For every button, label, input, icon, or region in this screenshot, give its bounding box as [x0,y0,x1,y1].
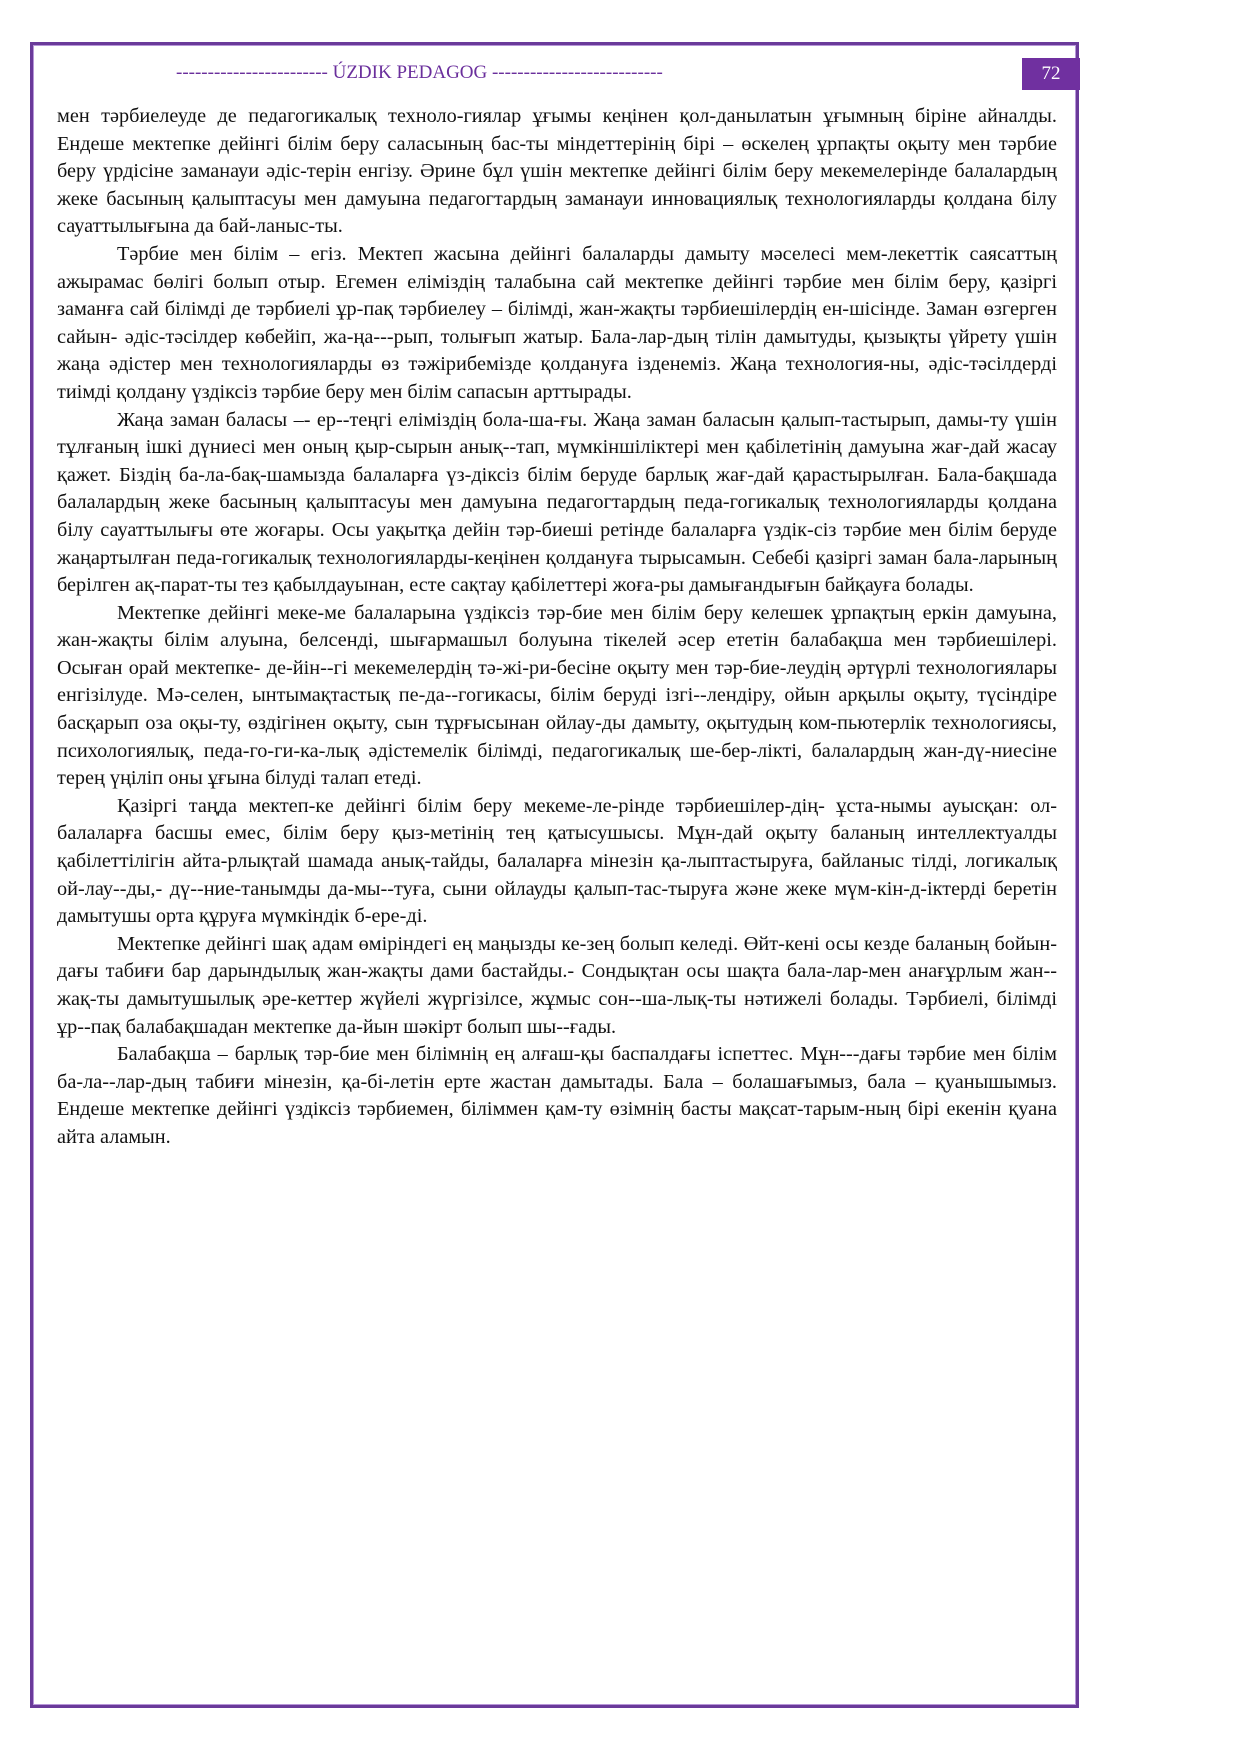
article-body [57,103,1057,1152]
paragraph: мен тәрбиелеуде де педагогикалық техноло-гиялар ұғымы кеңінен қол-данылатын ұғымның біріне айналды. Ендеше мектепке дейінгі білім беру саласының бас-ты міндеттерінің бірі – өскелең ұрпақты оқыту мен тәрбие беру үрдісіне заманауи әдіс-терін енгізу. Әрине бұл үшін мектепке дейінгі білім беру мекемелерінде балалардың жеке басының қалыптасуы мен дамуына педагогтардың заманауи инновациялық технологияларды қолдана білу сауаттылығына да бай-ланыс-ты. [57,105,1057,238]
paragraph: Мектепке дейінгі меке-ме балаларына үздіксіз тәр-бие мен білім беру келешек ұрпақтың еркін дамуына, жан-жақты білім алуына, белсенді, шығармашыл болуына тікелей әсер ететін балабақша мен тәрбиешілері. Осыған орай мектепке- де-йін--гі мекемелердің тә-жі-ри-бесіне оқыту мен тәр-бие-леудің әртүрлі технологиялары енгізілуде. Мә-селен, ынтымақтастық пе-да--гогикасы, білім беруді ізгі--лендіру, ойын арқылы оқыту, түсіндіре басқарып оза оқы-ту, өздігінен оқыту, сын тұрғысынан ойлау-ды дамыту, оқытудың ком-пьютерлік технологиясы, психологиялық, педа-го-ги-ка-лық әдістемелік білімді, педагогикалық ше-бер-лікті, балалардың жан-дү-ниесіне терең үңіліп оны ұғына білуді талап етеді. [57,601,1057,790]
paragraph: Қазіргі таңда мектеп-ке дейінгі білім беру мекеме-ле-рінде тәрбиешілер-дің- ұста-нымы ауысқан: ол- балаларға басшы емес, білім беру қыз-метінің тең қатысушысы. Мұн-дай оқыту баланың интеллектуалды қабілеттілігін айта-рлықтай шамада анық-тайды, балаларға мінезін қа-лыптастыруға, байланыс тілді, логикалық ой-лау--ды,- дү--ние-танымды да-мы--туға, сыни ойлауды қалып-тас-тыруға және жеке мүм-кін-д-іктерді беретін дамытушы орта құруға мүмкіндік б-ере-ді. [57,794,1057,928]
running-header: ------------------------ ÚZDIK PEDAGOG --------------------------- [176,62,663,83]
paragraph: Тәрбие мен білім – егіз. Мектеп жасына дейінгі балаларды дамыту мәселесі мем-лекеттік саясаттың ажырамас бөлігі болып отыр. Егемен еліміздің талабына сай мектепке дейінгі тәрбие мен білім беру, қазіргі заманға сай білімді де тәрбиелі ұр-пақ тәрбиелеу – білімді, жан-жақты тәрбиешілердің ен-шісінде. Заман өзгерген сайын- әдіс-тәсілдер көбейіп, жа-ңа---рып, толығып жатыр. Бала-лар-дың тілін дамытуды, қызықты үйрету үшін жаңа әдістер мен технологияларды өз тәжірибемізде қолдануға ізденеміз. Жаңа технология-ны, әдіс-тәсілдерді тиімді қолдану үздіксіз тәрбие беру мен білім сапасын арттырады. [57,242,1057,403]
paragraph: Балабақша – барлық тәр-бие мен білімнің ең алғаш-қы баспалдағы іспеттес. Мұн---дағы тәрбие мен білім ба-ла--лар-дың табиғи мінезін, қа-бі-летін ерте жастан дамытады. Бала – болашағымыз, бала – қуанышымыз. Ендеше мектепке дейінгі үздіксіз тәрбиемен, біліммен қам-ту өзімнің басты мақсат-тарым-ның бірі екенін қуана айта аламын. [57,1043,1057,1148]
paragraph: Жаңа заман баласы –- ер--теңгі еліміздің бола-ша-ғы. Жаңа заман баласын қалып-тастырып, дамы-ту үшін тұлғаның ішкі дүниесі мен оның қыр-сырын анық--тап, мүмкіншіліктері мен қабілетінің дамуына жағ-дай жасау қажет. Біздің ба-ла-бақ-шамызда балаларға үз-діксіз білім беруде барлық жағ-дай қарастырылған. Бала-бақшада балалардың жеке басының қалыптасуы мен дамуына педагогтардың педа-гогикалық технологияларды қолдана білу сауаттылығы өте жоғары. Осы уақытқа дейін тәр-биеші ретінде балаларға үздік-сіз тәрбие мен білім беруде жаңартылған педа-гогикалық технологияларды-кеңінен қолдануға тырысамын. Себебі қазіргі заман бала-ларының берілген ақ-парат-ты тез қабылдауынан, есте сақтау қабілеттері жоға-ры дамығандығын байқауға болады. [57,408,1057,597]
page-number-badge: 72 [1022,58,1080,90]
paragraph: Мектепке дейінгі шақ адам өміріндегі ең маңызды ке-зең болып келеді. Өйт-кені осы кезде баланың бойын-дағы табиғи бар дарындылық жан-жақты дами бастайды.- Сондықтан осы шақта бала-лар-мен анағұрлым жан--жақ-ты дамытушылық әре-кеттер жүйелі жүргізілсе, жұмыс сон--ша-лық-ты нәтижелі болады. Тәрбиелі, білімді ұр--пақ балабақшадан мектепке да-йын шәкірт болып шы--ғады. [57,932,1057,1038]
